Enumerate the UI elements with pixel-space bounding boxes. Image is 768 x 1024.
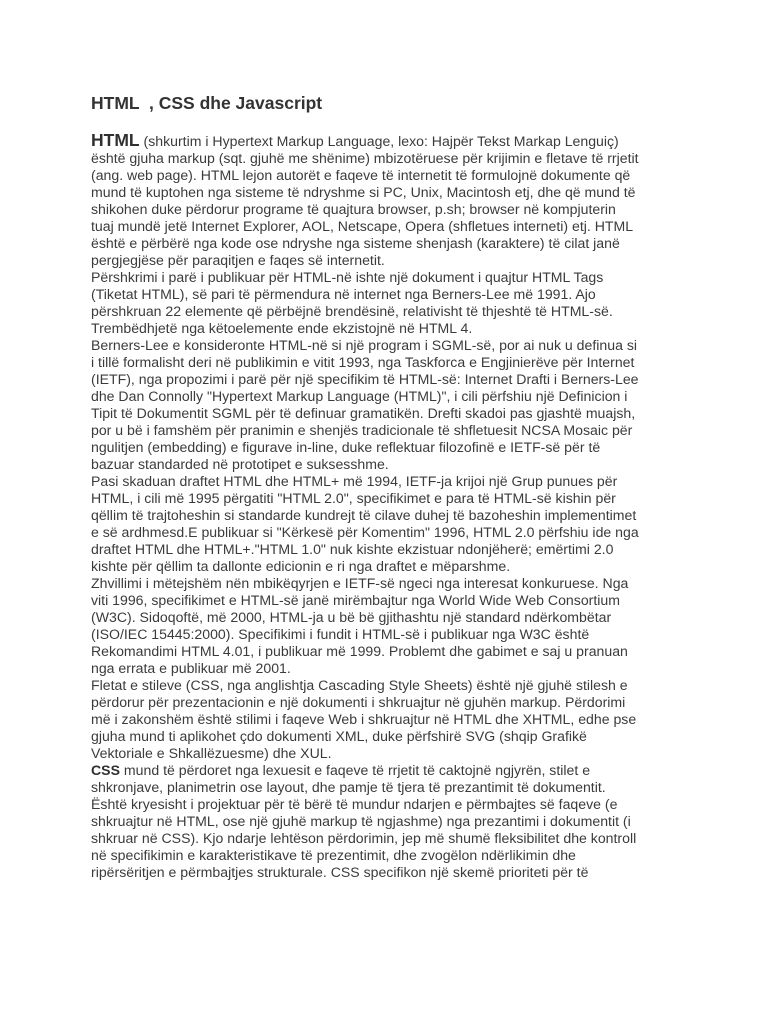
- lead-term: CSS: [91, 762, 120, 778]
- line-text: në specifikimin e karakteristikave të prezentimit, dhe zvogëlon ndërlikimin dhe: [91, 847, 576, 863]
- line-text: shikohen duke përdorur programe të quajtura browser, p.sh; browser në kompjuterin: [91, 201, 616, 217]
- text-line: [91, 575, 691, 592]
- document-body: [91, 130, 691, 881]
- text-line: [91, 388, 691, 405]
- line-text: kishte për qëllim ta dallonte edicionin e ri nga draftet e mëparshme.: [91, 558, 511, 574]
- text-line: [91, 422, 691, 439]
- text-line: [91, 167, 691, 184]
- line-text: viti 1996, specifikimet e HTML-së janë mirëmbajtur nga World Wide Web Consortium: [91, 592, 620, 608]
- line-text: Tipit të Dokumentit SGML për të definuar gramatikën. Drefti skadoi pas gjashtë muajsh,: [91, 405, 636, 421]
- text-line: [91, 184, 691, 201]
- line-text: ripërsëritjen e përmbajtjes strukturale. CSS specifikon një skemë prioriteti për të: [91, 864, 589, 880]
- line-text: është gjuha markup (sqt. gjuhë me shënime) mbizotëruese për krijimin e fletave të rrjetit: [91, 150, 639, 166]
- line-text: ngulitjen (embedding) e figurave in-line, duke reflektuar filozofinë e IETF-së për të: [91, 439, 601, 455]
- line-text: Fletat e stileve (CSS, nga anglishtja Cascading Style Sheets) është një gjuhë stilesh e: [91, 677, 628, 693]
- text-line: [91, 796, 691, 813]
- line-text: gjuha mund ti aplikohet çdo dokumenti XML, duke përfshirë SVG (shqip Grafikë: [91, 728, 587, 744]
- text-line: [91, 130, 691, 150]
- text-line: [91, 541, 691, 558]
- line-text: (W3C). Sidoqoftë, më 2000, HTML-ja u bë bë gjithashtu një standard ndërkombëtar: [91, 609, 612, 625]
- line-text: mund të përdoret nga lexuesit e faqeve të rrjetit të caktojnë ngjyrën, stilet e: [119, 762, 591, 778]
- text-line: [91, 150, 691, 167]
- line-text: Zhvillimi i mëtejshëm nën mbikëqyrjen e IETF-së ngeci nga interesat konkuruese. Nga: [91, 575, 629, 591]
- text-line: [91, 218, 691, 235]
- line-text: nga errata e publikuar më 2001.: [91, 660, 291, 676]
- line-text: dhe Dan Connolly "Hypertext Markup Language (HTML)", i cili përfshiu një Definicion i: [91, 388, 628, 404]
- line-text: Rekomandimi HTML 4.01, i publikuar më 1999. Problemt dhe gabimet e saj u pranuan: [91, 643, 628, 659]
- text-line: [91, 524, 691, 541]
- text-line: [91, 303, 691, 320]
- text-line: [91, 813, 691, 830]
- text-line: [91, 643, 691, 660]
- line-text: Berners-Lee e konsideronte HTML-në si një program i SGML-së, por ai nuk u definua si: [91, 337, 638, 353]
- line-text: shkruajtur në HTML, ose një gjuhë markup të ngjashme) nga prezantimi i dokumentit (i: [91, 813, 631, 829]
- line-text: shkruar në CSS). Kjo ndarje lehtëson përdorimin, jep më shumë fleksibilitet dhe kontroll: [91, 830, 637, 846]
- text-line: [91, 728, 691, 745]
- line-text: bazuar standarded në prototipet e suksesshme.: [91, 456, 389, 472]
- text-line: [91, 558, 691, 575]
- text-line: [91, 626, 691, 643]
- text-line: [91, 711, 691, 728]
- line-text: (IETF), nga propozimi i parë për një specifikim të HTML-së: Internet Drafti i Berners-Lee: [91, 371, 639, 387]
- text-line: [91, 269, 691, 286]
- line-text: pergjegjëse për paraqitjen e faqes së internetit.: [91, 252, 385, 268]
- text-line: [91, 371, 691, 388]
- line-text: draftet HTML dhe HTML+."HTML 1.0" nuk kishte ekzistuar ndonjëherë; emërtimi 2.0: [91, 541, 614, 557]
- line-text: e së ardhmesd.E publikuar si "Kërkesë për Komentim" 1996, HTML 2.0 përfshiu ide nga: [91, 524, 639, 540]
- text-line: [91, 320, 691, 337]
- text-line: [91, 473, 691, 490]
- text-line: [91, 507, 691, 524]
- line-text: (ang. web page). HTML lejon autorët e faqeve të internetit të formulojnë dokumente që: [91, 167, 631, 183]
- line-text: i tillë formalisht deri në publikimin e vitit 1993, nga Taskforca e Engjinierëve për Internet: [91, 354, 635, 370]
- text-line: [91, 609, 691, 626]
- text-line: [91, 405, 691, 422]
- text-line: [91, 592, 691, 609]
- text-line: [91, 490, 691, 507]
- line-text: Pasi skaduan draftet HTML dhe HTML+ më 1994, IETF-ja krijoi një Grup punues për: [91, 473, 618, 489]
- text-line: [91, 779, 691, 796]
- line-text: Trembëdhjetë nga këtoelemente ende ekzistojnë në HTML 4.: [91, 320, 473, 336]
- line-text: HTML, i cili më 1995 përgatiti "HTML 2.0", specifikimet e para të HTML-së kishin për: [91, 490, 616, 506]
- text-line: [91, 694, 691, 711]
- text-line: [91, 677, 691, 694]
- text-line: [91, 660, 691, 677]
- text-line: [91, 456, 691, 473]
- line-text: përshkruan 22 elemente që përbëjnë brendësinë, relativisht të thjeshtë të HTML-së.: [91, 303, 613, 319]
- line-text: shkronjave, planimetrin ose layout, dhe pamje të tjera të prezantimit të dokumentit.: [91, 779, 606, 795]
- document-title: HTML , CSS dhe Javascript: [91, 93, 323, 113]
- line-text: Përshkrimi i parë i publikuar për HTML-në ishte një dokument i quajtur HTML Tags: [91, 269, 604, 285]
- line-text: qëllim të trajtoheshin si standarde kundrejt të cilave duhej të bazoheshin implementimet: [91, 507, 637, 523]
- text-line: [91, 847, 691, 864]
- text-line: [91, 830, 691, 847]
- text-line: [91, 252, 691, 269]
- line-text: (shkurtim i Hypertext Markup Language, lexo: Hajpër Tekst Markap Lenguiç): [139, 133, 619, 149]
- line-text: por u bë i famshëm për pranimin e shenjës tradicionale të shfletuesit NCSA Mosaic për: [91, 422, 633, 438]
- line-text: (Tiketat HTML), së pari të përmendura në internet nga Berners-Lee më 1991. Ajo: [91, 286, 596, 302]
- text-line: [91, 354, 691, 371]
- text-line: [91, 745, 691, 762]
- line-text: më i zakonshëm është stilimi i faqeve Web i shkruajtur në HTML dhe XHTML, edhe pse: [91, 711, 637, 727]
- text-line: [91, 286, 691, 303]
- line-text: Është kryesisht i projektuar për të bërë të mundur ndarjen e përmbajtes së faqeve (e: [91, 796, 618, 812]
- text-line: [91, 439, 691, 456]
- line-text: është e përbërë nga kode ose ndryshe nga sisteme shenjash (karaktere) të cilat janë: [91, 235, 620, 251]
- lead-term: HTML: [91, 130, 140, 150]
- text-line: [91, 235, 691, 252]
- line-text: (ISO/IEC 15445:2000). Specifikimi i fundit i HTML-së i publikuar nga W3C është: [91, 626, 590, 642]
- line-text: mund të kuptohen nga sisteme të ndryshme si PC, Unix, Macintosh etj, dhe që mund të: [91, 184, 636, 200]
- text-line: [91, 762, 691, 779]
- text-line: [91, 337, 691, 354]
- line-text: Vektoriale e Shkallëzuesme) dhe XUL.: [91, 745, 332, 761]
- text-line: [91, 864, 691, 881]
- text-line: [91, 201, 691, 218]
- line-text: përdorur për prezentacionin e një dokumenti i shkruajtur në gjuhën markup. Përdorimi: [91, 694, 626, 710]
- line-text: tuaj mundë jetë Internet Explorer, AOL, Netscape, Opera (shfletues interneti) etj. HTML: [91, 218, 634, 234]
